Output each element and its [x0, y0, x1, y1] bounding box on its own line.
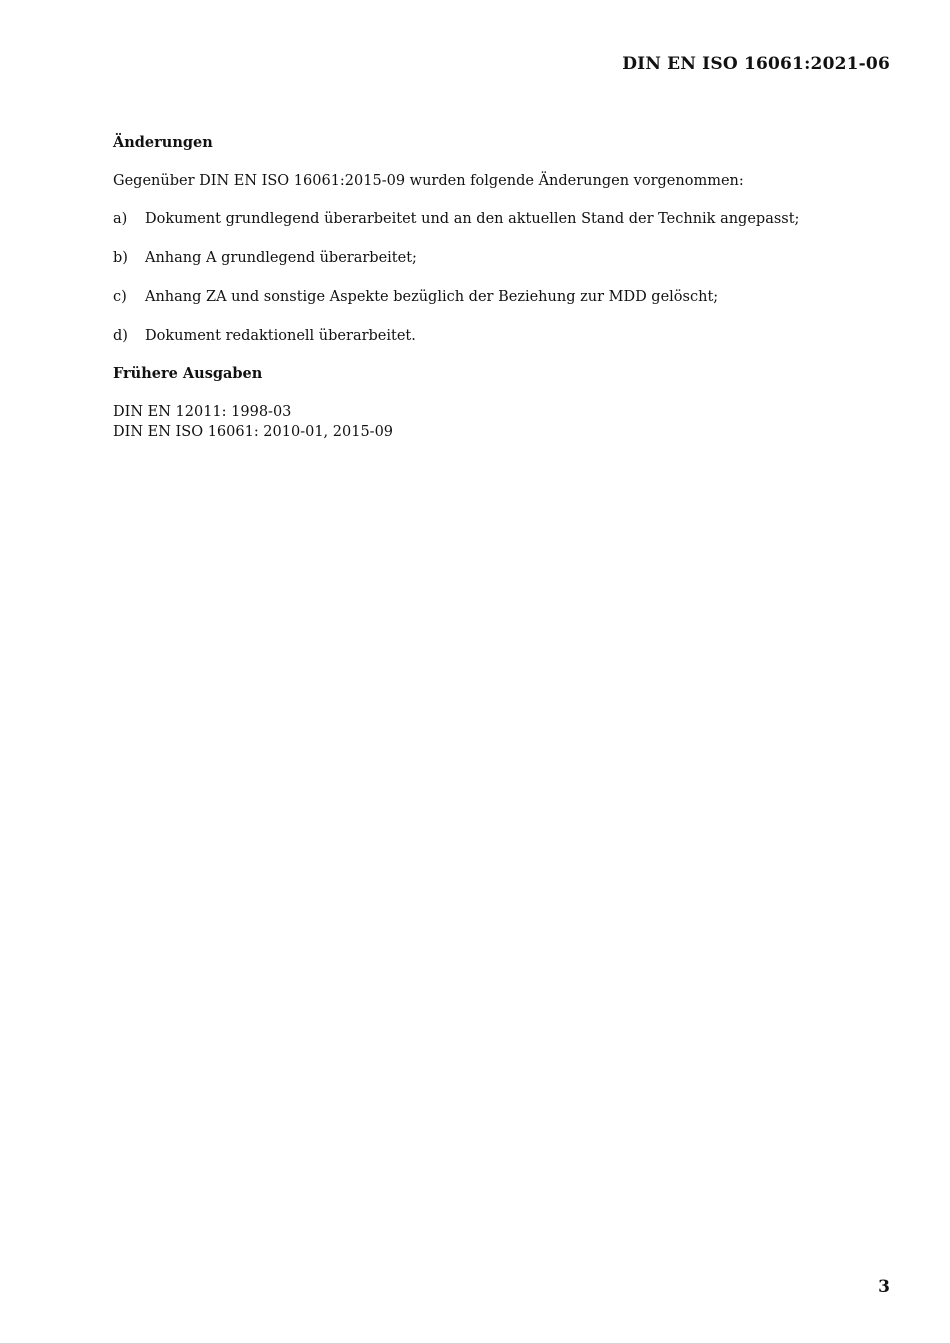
list-item-text: Anhang ZA und sonstige Aspekte bezüglich der Beziehung zur MDD gelöscht; — [145, 289, 719, 305]
list-item — [113, 287, 893, 307]
list-item — [113, 248, 893, 268]
edition-line: DIN EN ISO 16061: 2010-01, 2015-09 — [113, 424, 394, 440]
changes-list — [113, 209, 893, 346]
list-item-text: Dokument redaktionell überarbeitet. — [145, 328, 416, 344]
document-id-header: DIN EN ISO 16061:2021-06 — [622, 54, 890, 74]
changes-intro: Gegenüber DIN EN ISO 16061:2015-09 wurden folgende Änderungen vorgenommen: — [113, 173, 744, 189]
changes-heading: Änderungen — [113, 134, 213, 151]
list-item — [113, 209, 893, 229]
list-item-marker: b) — [113, 250, 128, 266]
list-item-marker: d) — [113, 328, 128, 344]
list-item-marker: a) — [113, 211, 128, 227]
document-body — [113, 133, 893, 442]
list-item-text: Dokument grundlegend überarbeitet und an den aktuellen Stand der Technik angepasst; — [145, 211, 800, 227]
list-item-text: Anhang A grundlegend überarbeitet; — [145, 250, 417, 266]
previous-editions-list — [113, 402, 893, 442]
page-number: 3 — [878, 1277, 890, 1297]
previous-editions-heading: Frühere Ausgaben — [113, 365, 263, 382]
edition-line: DIN EN 12011: 1998-03 — [113, 404, 292, 420]
list-item — [113, 326, 893, 346]
list-item-marker: c) — [113, 289, 127, 305]
